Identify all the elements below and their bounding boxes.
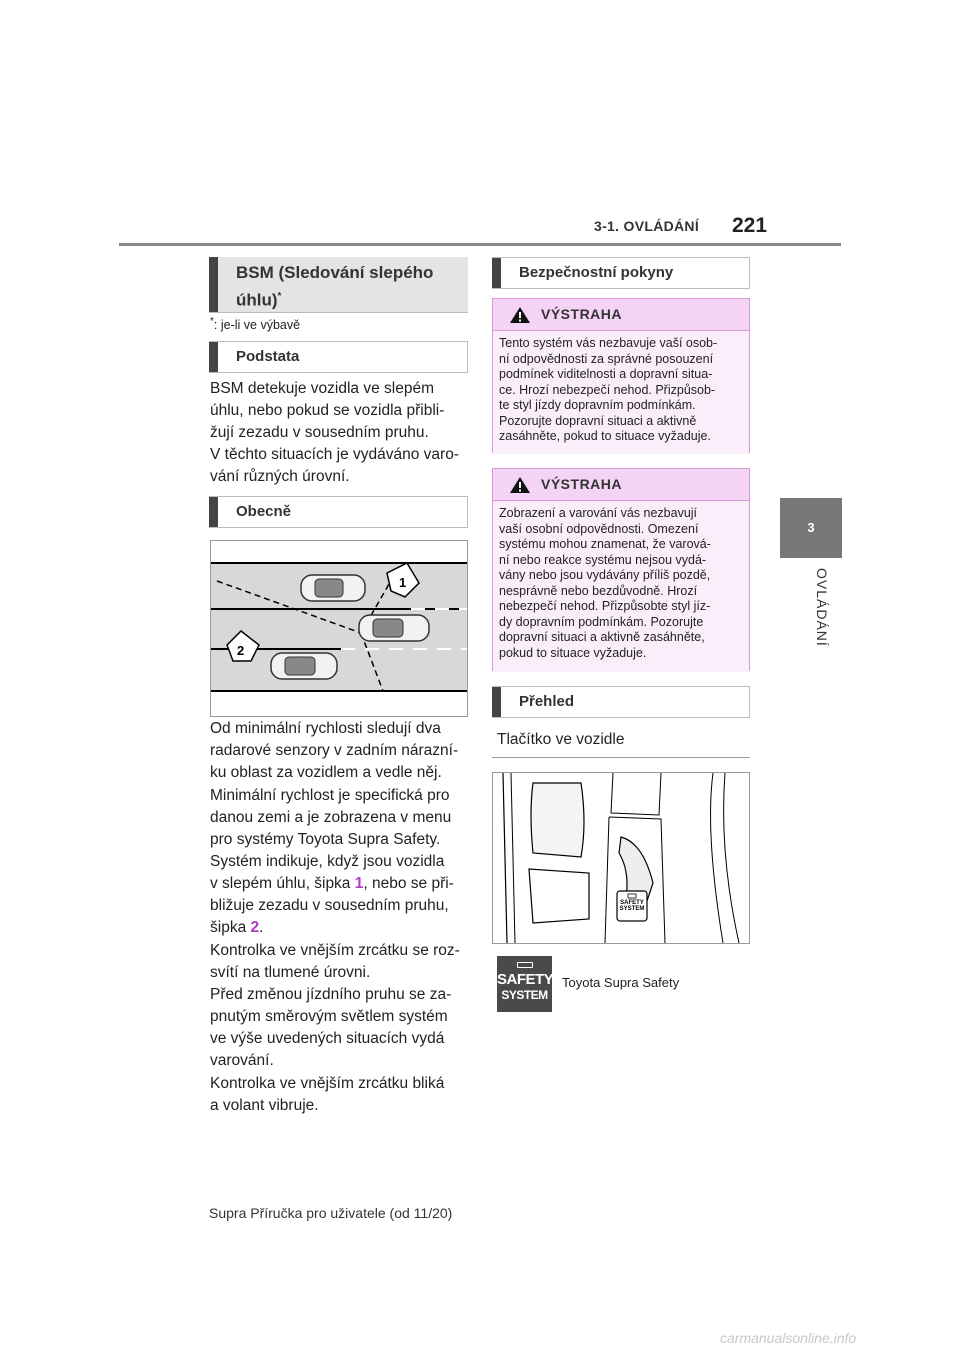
text-block-1: Od minimální rychlosti sledují dva radarové senzory v zadním nárazní- ku oblast za vozidlem a vedle něj. [210,720,459,781]
safety-icon-caption: Toyota Supra Safety [562,975,680,990]
warning-title-2: VÝSTRAHA [541,476,623,492]
warning-icon [509,476,531,494]
car-middle [359,615,429,641]
footnote: *: je-li ve výbavě [210,316,301,333]
ref-arrow-1: 1 [354,875,364,892]
page-number: 221 [732,214,768,237]
header-rule [119,243,841,246]
svg-text:2: 2 [237,643,245,658]
icon-indicator [517,962,533,968]
podstata-text: BSM detekuje vozidla ve slepém úhlu, nebo pokud se vozidla přibli- žují zezadu v sousedním pruhu. V těchto situacích je vydáváno varo- vání různých úrovní. [210,380,459,485]
watermark: carmanualsonline.info [720,1330,857,1346]
ref-arrow-2: 2 [250,919,260,936]
safety-system-icon: SAFETY SYSTEM [497,956,552,1012]
footer-text: Supra Příručka pro uživatele (od 11/20) [209,1205,453,1221]
section-title: 3-1. OVLÁDÁNÍ [594,218,700,234]
chapter-tab-label: OVLÁDÁNÍ [814,568,830,647]
podstata-heading: Podstata [209,341,468,373]
obecne-heading: Obecně [209,496,468,528]
text-block-4: Kontrolka ve vnějším zrcátku se roz- svítí na tlumené úrovni. [210,942,460,981]
heading-bar [209,257,218,312]
console-figure [492,772,750,944]
svg-text:1: 1 [399,575,407,590]
car-bottom [271,653,337,679]
console-safety-button[interactable]: SAFETY SYSTEM [619,900,645,912]
safety-heading: Bezpečnostní pokyny [492,257,750,289]
main-heading-text: BSM (Sledování slepého úhlu) [236,263,434,310]
subheading-rule [492,757,750,758]
warning-text-1: Tento systém vás nezbavuje vaší osob- ní odpovědnosti za správné posouzení podmínek viditelnosti a dopravní situa- ce. Hrozí nebezpečí nehod. Přizpůsob- te styl jízdy dopravním podmínkám. Pozorujte dopravní situaci a aktivně zasáhněte, pokud to situace vyžaduje. [493,331,749,454]
prehled-heading: Přehled [492,686,750,718]
warning-box-1 [492,298,750,453]
text-block-5: Před změnou jízdního pruhu se za- pnutým směrovým světlem systém ve výše uvedených situacích vydá varování. [210,986,452,1069]
bsm-road-figure [210,540,468,717]
main-heading [209,257,468,313]
road-diagram [211,541,467,716]
car-top [301,575,365,601]
subheading-button: Tlačítko ve vozidle [497,731,625,748]
footnote-mark: * [277,291,282,302]
warning-icon [509,306,531,324]
warning-text-2: Zobrazení a varování vás nezbavují vaší osobní odpovědnosti. Omezení systému mohou znamenat, že varová- ní nebo reakce systému nejsou vydá- vány nebo jsou vydávány příliš pozdě, nesprávně nebo bezdůvodně. Hrozí nebezpečí nehod. Přizpůsobte styl jíz- dy dopravním podmínkám. Pozorujte dopravní situaci a aktivně zasáhněte, pokud to situace vyžaduje. [493,501,749,672]
console-drawing [493,773,749,943]
text-block-2: Minimální rychlost je specifická pro danou zemi a je zobrazena v menu pro systémy Toyota Supra Safety. [210,787,452,848]
text-block-3: Systém indikuje, když jsou vozidla v slepém úhlu, šipka 1, nebo se při- bližuje zezadu v sousedním pruhu, šipka 2. [210,853,454,936]
chapter-tab[interactable]: 3 [780,498,842,558]
text-block-6: Kontrolka ve vnějším zrcátku bliká a volant vibruje. [210,1075,445,1114]
warning-box-2 [492,468,750,671]
warning-title-1: VÝSTRAHA [541,306,623,322]
